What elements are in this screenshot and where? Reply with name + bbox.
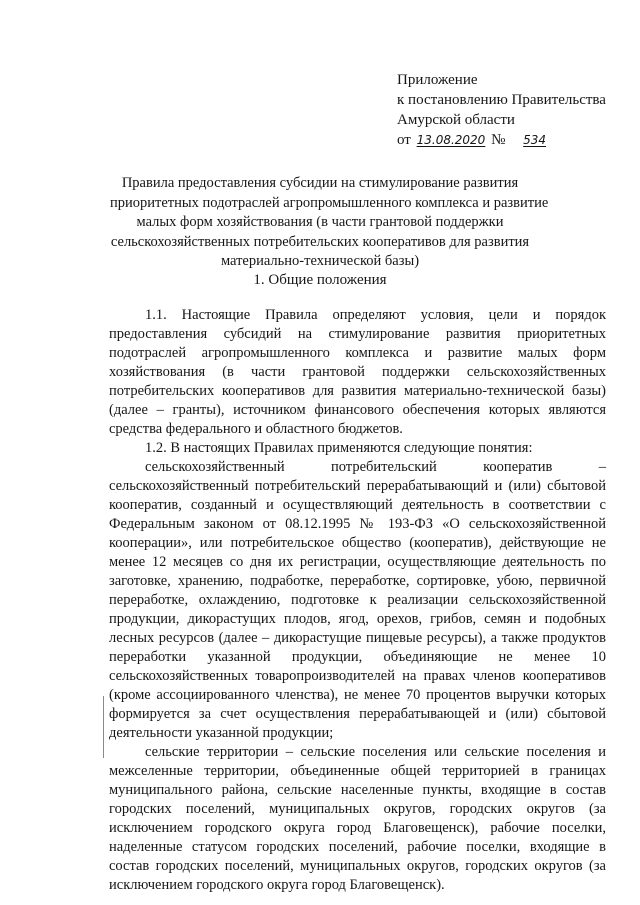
paragraph-line: формируется за счет осуществления перерабатывающей и (или) сбытовой: [109, 706, 606, 722]
paragraph-line: исключением городского округа город Благовещенск).: [109, 877, 445, 893]
paragraph-line: сельские территории – сельские поселения или сельские поселения и: [145, 744, 606, 760]
paragraph-line: менее 12 месяцев со дня их регистрации, осуществляющие деятельность по: [109, 554, 606, 570]
paragraph-line: 1.1. Настоящие Правила определяют условия, цели и порядок: [145, 307, 606, 323]
paragraph-line: муниципального района, сельские населенные пункты, входящие в состав: [109, 782, 606, 798]
document-body: [109, 306, 606, 895]
paragraph-line: (далее – гранты), источником финансового обеспечения которых являются: [109, 402, 606, 418]
paragraph-line: лесных ресурсов (далее – дикорастущие пищевые ресурсы), а также продуктов: [109, 630, 606, 646]
paragraph: [109, 743, 606, 895]
paragraph: [109, 306, 606, 439]
paragraph-line: наделенные статусом городских поселений, рабочие поселки, входящие в: [109, 839, 606, 855]
number-prefix: №: [491, 132, 506, 148]
paragraph-line: кооперации», или потребительское общество (кооператив), действующие не: [109, 535, 606, 551]
title-line: материально-технической базы): [220, 253, 420, 269]
paragraph-line: хозяйствования (в части грантовой поддержки сельскохозяйственных: [109, 364, 606, 380]
appendix-line: Амурской области: [397, 112, 515, 128]
paragraph-line: продукции, дикорастущих плодов, ягод, орехов, грибов, семян и подобных: [109, 611, 606, 627]
paragraph-line: заготовке, хранению, подработке, переработке, сортировке, убою, первичной: [109, 573, 606, 589]
title-line: Правила предоставления субсидии на стимулирование развития: [121, 175, 519, 191]
appendix-block: [397, 70, 627, 150]
paragraph-line: Федеральным законом от 08.12.1995 № 193-ФЗ «О сельскохозяйственной: [109, 516, 606, 532]
paragraph-line: городских поселений, муниципальных округов, городских округов (за: [109, 801, 606, 817]
handwritten-number: 534: [523, 133, 547, 147]
paragraph-line: сельскохозяйственных товаропроизводителей на правах членов кооперативов: [109, 668, 606, 684]
paragraph: [109, 458, 606, 743]
paragraph-line: средства федерального и областного бюджетов.: [109, 421, 403, 437]
title-line: сельскохозяйственных потребительских кооперативов для развития: [110, 233, 530, 250]
handwritten-date: 13.08.2020: [416, 133, 486, 147]
appendix-line: Приложение: [397, 72, 478, 88]
paragraph-line: потребительских кооперативов для развития материально-технической базы): [109, 383, 606, 399]
date-prefix: от: [397, 132, 411, 148]
paragraph: [109, 439, 606, 458]
paragraph-line: состав городских поселений, муниципальных округов, городских округов (за: [109, 858, 606, 874]
paragraph-line: предоставления субсидий на стимулирование развития приоритетных: [109, 326, 606, 342]
document-title: [110, 174, 549, 272]
paragraph-line: деятельности указанной продукции;: [109, 725, 334, 741]
paragraph-line: сельскохозяйственный потребительский перерабатывающий и (или) сбытовой: [109, 478, 606, 494]
appendix-date-line: [397, 130, 627, 150]
title-line: приоритетных подотраслей агропромышленного комплекса и развитие: [110, 194, 549, 211]
paragraph-line: межселенные территории, объединенные общей территорией в границах: [109, 763, 606, 779]
paragraph-line: 1.2. В настоящих Правилах применяются следующие понятия:: [145, 440, 533, 456]
paragraph-line: (кроме ассоциированного членства), не менее 70 процентов выручки которых: [109, 687, 606, 703]
margin-mark: [103, 696, 104, 758]
paragraph-line: переработке, охлаждению, подготовке к реализации сельскохозяйственной: [109, 592, 606, 608]
appendix-line: к постановлению Правительства: [397, 92, 606, 108]
paragraph-line: кооператив, созданный и осуществляющий деятельность в соответствии с: [109, 497, 606, 513]
paragraph-line: переработки указанной продукции, объединяющие не менее 10: [109, 649, 606, 665]
paragraph-line: исключением городского округа город Благовещенск), рабочие поселки,: [109, 820, 606, 836]
paragraph-line: сельскохозяйственный потребительский кооператив –: [145, 459, 606, 475]
section-heading: 1. Общие положения: [253, 272, 387, 288]
paragraph-line: подотраслей агропромышленного комплекса и развитие малых форм: [109, 345, 606, 361]
title-line: малых форм хозяйствования (в части грантовой поддержки: [136, 214, 504, 230]
